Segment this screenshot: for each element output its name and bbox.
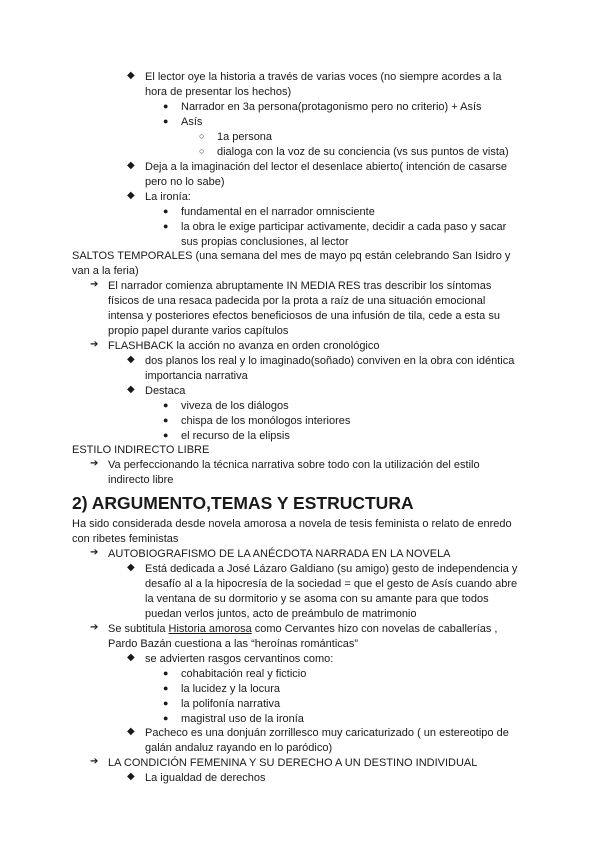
section-label: ESTILO INDIRECTO LIBRE xyxy=(72,444,210,456)
text-line: hora de presentar los hechos) xyxy=(145,86,292,98)
text-line: sus propias conclusiones, al lector xyxy=(181,236,349,248)
text-line: AUTOBIOGRAFISMO DE LA ANÉCDOTA NARRADA EN LA NOVELA xyxy=(108,548,451,560)
dot-bullet-icon: ● xyxy=(163,101,169,111)
dot-bullet-icon: ● xyxy=(163,713,169,723)
dot-bullet-icon: ● xyxy=(163,698,169,708)
arrow-bullet-icon: ➔ xyxy=(90,458,99,469)
diamond-bullet-icon: ◆ xyxy=(127,652,135,663)
text-line: FLASHBACK la acción no avanza en orden cronológico xyxy=(108,340,380,352)
text-line: Pacheco es una donjuán zorrillesco muy caricaturizado ( un estereotipo de xyxy=(145,727,509,739)
text-line: dialoga con la voz de su conciencia (vs sus puntos de vista) xyxy=(217,146,509,158)
text-line: la ventana de su dormitorio y se asoma con su amante para que todos xyxy=(145,593,489,605)
diamond-bullet-icon: ◆ xyxy=(127,160,135,171)
text-line: cohabitación real y ficticio xyxy=(181,668,307,680)
dot-bullet-icon: ● xyxy=(163,206,169,216)
text-line: El lector oye la historia a través de varias voces (no siempre acordes a la xyxy=(145,71,502,83)
dot-bullet-icon: ● xyxy=(163,683,169,693)
text-line: propio papel durante varios capítulos xyxy=(108,325,289,337)
text-line: LA CONDICIÓN FEMENINA Y SU DERECHO A UN DESTINO INDIVIDUAL xyxy=(108,757,478,769)
underlined-title: Historia amorosa xyxy=(168,623,252,635)
text-line: físicos de una resaca padecida por la prota a raíz de una situación emocional xyxy=(108,295,486,307)
dot-bullet-icon: ● xyxy=(163,430,169,440)
text-line: galán andaluz rayando en lo paródico) xyxy=(145,742,333,754)
text-line: se advierten rasgos cervantinos como: xyxy=(145,653,334,665)
text-line: con ribetes feministas xyxy=(72,533,179,545)
text-line: Va perfeccionando la técnica narrativa sobre todo con la utilización del estilo xyxy=(108,459,480,471)
text-line: chispa de los monólogos interiores xyxy=(181,415,351,427)
text-line: viveza de los diálogos xyxy=(181,400,289,412)
arrow-bullet-icon: ➔ xyxy=(90,279,99,290)
text-fragment: como Cervantes hizo con novelas de caballerías , xyxy=(251,623,498,635)
arrow-bullet-icon: ➔ xyxy=(90,339,99,350)
text-line: la lucidez y la locura xyxy=(181,683,281,695)
dot-bullet-icon: ● xyxy=(163,116,169,126)
text-line: dos planos los real y lo imaginado(soñado) conviven en la obra con idéntica xyxy=(145,355,515,367)
arrow-bullet-icon: ➔ xyxy=(90,756,99,767)
diamond-bullet-icon: ◆ xyxy=(127,384,135,395)
text-line: la polifonía narrativa xyxy=(181,698,281,710)
text-line: Narrador en 3a persona(protagonismo pero no criterio) + Asís xyxy=(181,101,482,113)
diamond-bullet-icon: ◆ xyxy=(127,771,135,782)
text-line: desafío al a la hipocresía de la sociedad = que el gesto de Asís cuando abre xyxy=(145,578,518,590)
text-fragment: Se subtitula xyxy=(108,623,169,635)
text-line: Ha sido considerada desde novela amorosa a novela de tesis feminista o relato de enredo xyxy=(72,518,512,530)
text-line: El narrador comienza abruptamente IN MEDIA RES tras describir los síntomas xyxy=(108,280,492,292)
diamond-bullet-icon: ◆ xyxy=(127,726,135,737)
text-line: 1a persona xyxy=(217,131,273,143)
text-line: van a la feria) xyxy=(72,265,139,277)
circle-bullet-icon: ○ xyxy=(199,131,205,141)
text-line: La ironía: xyxy=(145,191,191,203)
text-line: el recurso de la elipsis xyxy=(181,430,290,442)
text-line: Está dedicada a José Lázaro Galdiano (su amigo) gesto de independencia y xyxy=(145,563,518,575)
diamond-bullet-icon: ◆ xyxy=(127,70,135,81)
circle-bullet-icon: ○ xyxy=(199,146,205,156)
text-line: magistral uso de la ironía xyxy=(181,713,304,725)
arrow-bullet-icon: ➔ xyxy=(90,622,99,633)
text-line: indirecto libre xyxy=(108,474,174,486)
text-line: intensa y posteriores efectos beneficiosos de una infusión de tila, cede a esta su xyxy=(108,310,500,322)
dot-bullet-icon: ● xyxy=(163,415,169,425)
text-line: Pardo Bazán cuestiona a las “heroínas románticas” xyxy=(108,638,359,650)
text-line: la obra le exige participar activamente, decidir a cada paso y sacar xyxy=(181,221,507,233)
dot-bullet-icon: ● xyxy=(163,668,169,678)
text-line xyxy=(108,622,498,637)
text-line: La igualdad de derechos xyxy=(145,772,266,784)
diamond-bullet-icon: ◆ xyxy=(127,354,135,365)
text-line: Destaca xyxy=(145,385,186,397)
text-line: Asís xyxy=(181,116,203,128)
section-label: SALTOS TEMPORALES (una semana del mes de mayo pq están celebrando San Isidro y xyxy=(72,250,511,262)
section-heading: 2) ARGUMENTO,TEMAS Y ESTRUCTURA xyxy=(72,493,414,513)
arrow-bullet-icon: ➔ xyxy=(90,547,99,558)
text-line: importancia narrativa xyxy=(145,370,248,382)
text-line: fundamental en el narrador omnisciente xyxy=(181,206,375,218)
text-line: puedan verlos juntos, acto de preámbulo de matrimonio xyxy=(145,608,417,620)
dot-bullet-icon: ● xyxy=(163,400,169,410)
diamond-bullet-icon: ◆ xyxy=(127,190,135,201)
text-line: pero no lo sabe) xyxy=(145,176,225,188)
diamond-bullet-icon: ◆ xyxy=(127,562,135,573)
text-line: Deja a la imaginación del lector el desenlace abierto( intención de casarse xyxy=(145,161,507,173)
dot-bullet-icon: ● xyxy=(163,221,169,231)
